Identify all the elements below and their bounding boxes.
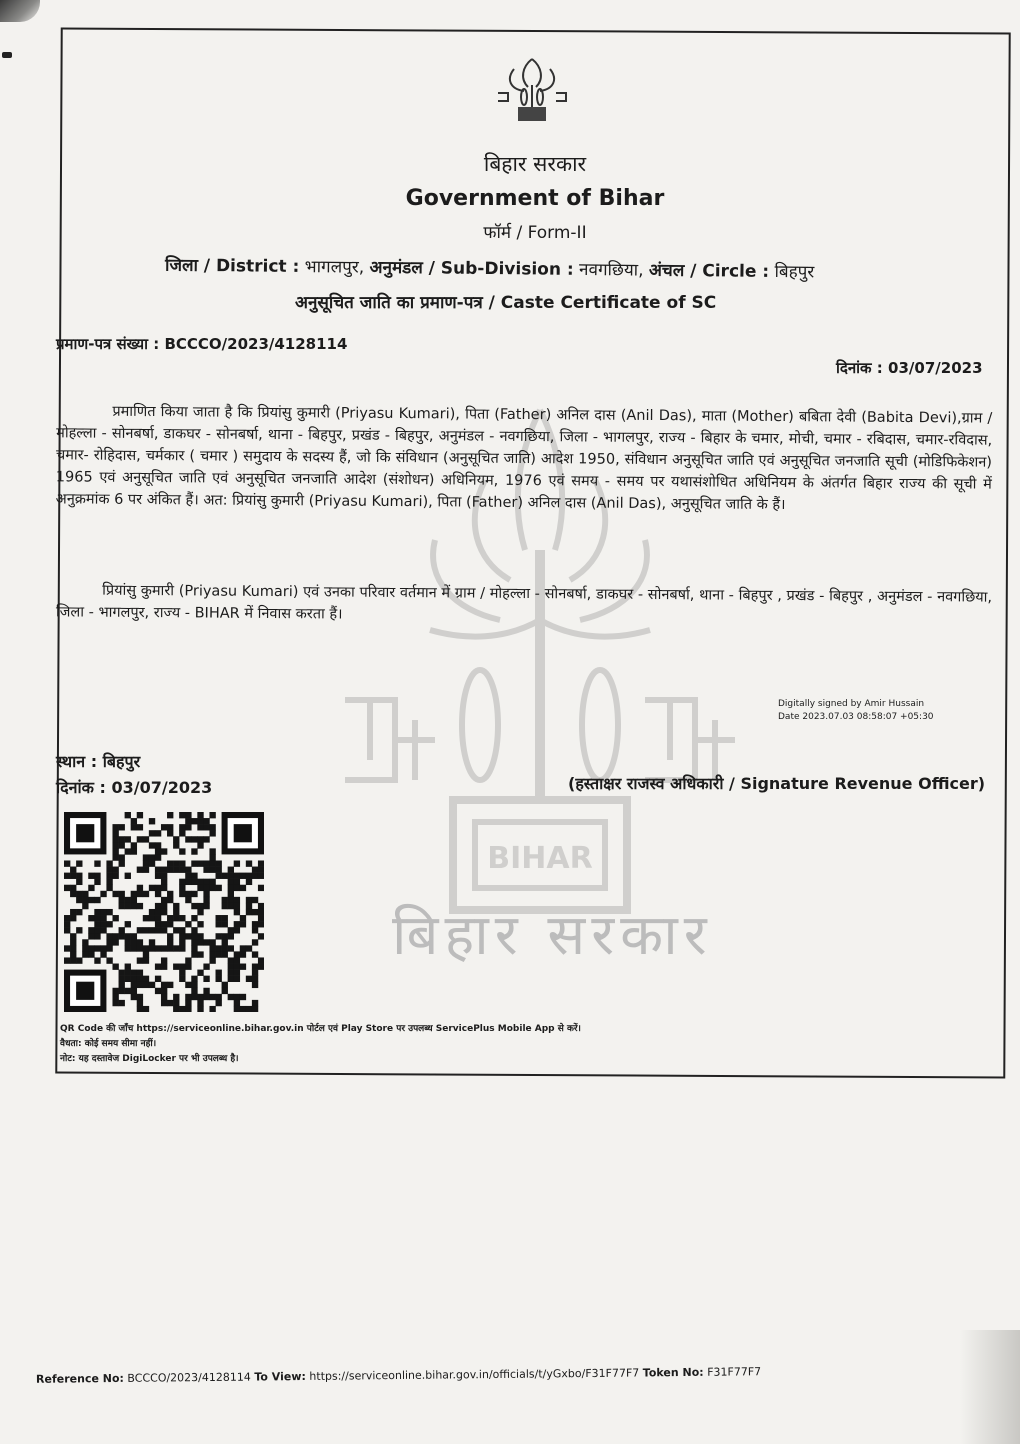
digital-signature-signer: Digitally signed by Amir Hussain: [778, 699, 925, 709]
qr-verification-note: QR Code की जाँच https://serviceonline.bihar.gov.in पोर्टल एवं Play Store पर उपलब्ध ServicePlus Mobile App से करें।: [60, 1024, 581, 1034]
view-label: To View:: [254, 1369, 306, 1384]
subdivision-label: अनुमंडल / Sub-Division :: [369, 257, 574, 280]
scan-shadow-right: [960, 1330, 1020, 1444]
token-value: F31F77F7: [707, 1365, 762, 1379]
view-url-link[interactable]: https://serviceonline.bihar.gov.in/officials/t/yGxbo/F31F77F7: [309, 1366, 640, 1383]
digital-signature-date: Date 2023.07.03 08:58:07 +05:30: [778, 712, 934, 722]
reference-value: BCCCO/2023/4128114: [127, 1370, 251, 1385]
header-form-number: फॉर्म / Form-II: [483, 223, 587, 243]
issue-date-top-value: 03/07/2023: [888, 359, 983, 377]
signature-caption: (हस्ताक्षर राजस्व अधिकारी / Signature Revenue Officer): [568, 774, 986, 793]
header-government-title: Government of Bihar: [405, 186, 665, 211]
bihar-emblem-icon: [492, 55, 572, 127]
place-value: बिहपुर: [102, 752, 141, 771]
watermark-hindi-text: बिहार सरकार: [392, 903, 713, 968]
certificate-number-value: BCCCO/2023/4128114: [164, 335, 348, 353]
scan-mark: [2, 52, 12, 58]
reference-footer: [36, 1365, 761, 1386]
circle-value: बिहपुर: [774, 261, 815, 283]
subdivision-value: नवगछिया,: [578, 259, 644, 281]
certificate-body-paragraph-2: प्रियांसु कुमारी (Priyasu Kumari) एवं उनका परिवार वर्तमान में ग्राम / मोहल्ला - सोनबर्षा, डाकघर - सोनबर्षा, थाना - बिहपुर , प्रखंड - बिहपुर , अनुमंडल - नवगछिया, जिला - भागलपुर, राज्य - BIHAR में निवास करता हैं।: [55, 582, 993, 623]
issue-date-bottom-value: 03/07/2023: [111, 778, 213, 797]
watermark-pot-text: BIHAR: [487, 841, 593, 876]
issue-date-top-label: दिनांक :: [836, 359, 883, 377]
district-value: भागलपुर,: [304, 257, 365, 278]
scan-shadow: [0, 0, 40, 22]
digital-signature-block: [778, 698, 934, 724]
qr-code[interactable]: [64, 812, 264, 1012]
header-hindi-title: बिहार सरकार: [483, 152, 587, 176]
validity-note: वैधता: कोई समय सीमा नहीं।: [60, 1039, 157, 1049]
issue-date-bottom: [56, 776, 212, 798]
issue-date-top: [836, 358, 983, 378]
token-label: Token No:: [642, 1365, 704, 1380]
certificate-number-label: प्रमाण-पत्र संख्या :: [56, 335, 160, 353]
digilocker-note: नोट: यह दस्तावेज DigiLocker पर भी उपलब्ध है।: [60, 1054, 239, 1064]
certificate-number: [56, 334, 347, 354]
circle-label: अंचल / Circle :: [648, 260, 770, 282]
issue-date-bottom-label: दिनांक :: [56, 778, 106, 797]
district-label: जिला / District :: [164, 255, 300, 278]
certificate-body-paragraph-1: प्रमाणित किया जाता है कि प्रियांसु कुमारी (Priyasu Kumari), पिता (Father) अनिल दास (Anil Das), माता (Mother) बबिता देवी (Babita Devi),ग्राम / मोहल्ला - सोनबर्षा, डाकघर - सोनबर्षा, थाना - बिहपुर, प्रखंड - बिहपुर, अनुमंडल - नवगछिया, जिला - भागलपुर, राज्य - बिहार के चमार, मोची, चमार - रबिदास, चमार-रविदास, चमार- रोहिदास, चर्मकार ( चमार ) समुदाय के सदस्य हैं, जो कि संविधान (अनुसूचित जाति) आदेश 1950, संविधान अनुसूचित जाति एवं अनुसूचित जनजाति सूची (मोडिफिकेशन) 1965 एवं अनुसूचित जाति एवं अनुसूचित जनजाति आदेश (संशोधन) अधिनियम, 1976 एवं समय - समय पर यथासंशोधित अधिनियम के अंतर्गत बिहार राज्य की सूची में अनुक्रमांक 6 पर अंकित हैं। अत: प्रियांसु कुमारी (Priyasu Kumari), पिता (Father) अनिल दास (Anil Das), अनुसूचित जाति के हैं।: [55, 403, 993, 514]
place: [56, 750, 140, 772]
certificate-title: अनुसूचित जाति का प्रमाण-पत्र / Caste Certificate of SC: [295, 293, 717, 313]
place-label: स्थान :: [56, 752, 98, 771]
footnotes: [60, 1022, 581, 1067]
reference-label: Reference No:: [35, 1371, 124, 1386]
